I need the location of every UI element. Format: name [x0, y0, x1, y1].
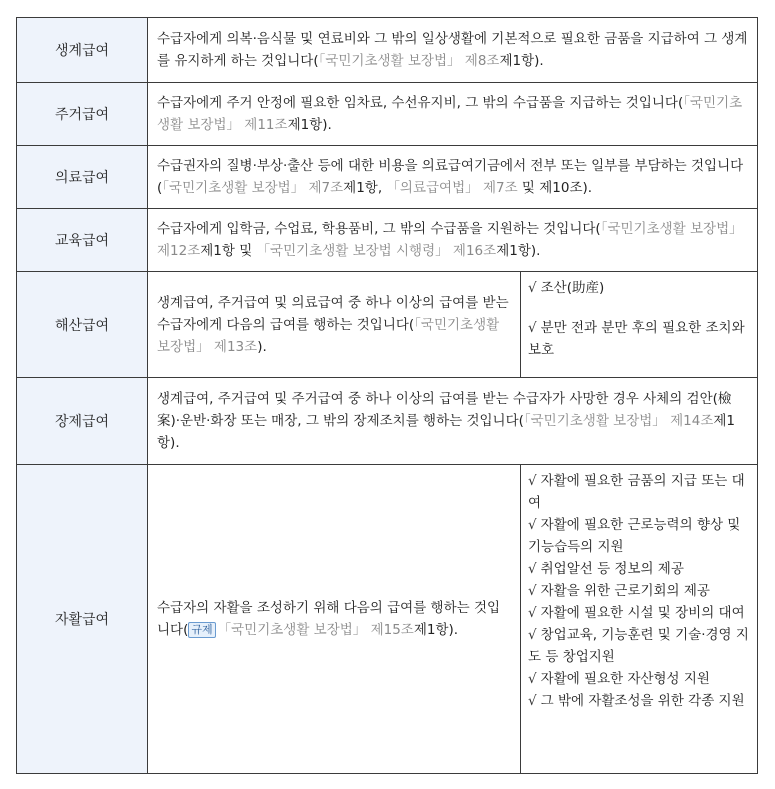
table-row [17, 83, 758, 146]
list-item: √ 취업알선 등 정보의 제공 [528, 561, 684, 577]
table-row [17, 465, 758, 774]
law-link[interactable]: 「국민기초생활 보장법」 [217, 622, 367, 638]
law-link[interactable]: 「국민기초생활 보장법」 [600, 221, 743, 237]
law-link[interactable]: 「국민기초생활 보장법」 [523, 413, 666, 429]
table-row [17, 146, 758, 209]
list-item: √ 자활에 필요한 근로능력의 향상 및 기능습득의 지원 [528, 517, 741, 555]
list-item: √ 자활에 필요한 자산형성 지원 [528, 671, 710, 687]
benefit-description: 수급권자의 질병·부상·출산 등에 대한 비용을 의료급여기금에서 전부 또는 일부를 부담하는 것입니다(「국민기초생활 보장법」 제7조제1항, 「의료급여법」 제7조 및 제10조). [148, 146, 758, 209]
table-row [17, 378, 758, 465]
benefit-description: 생계급여, 주거급여 및 주거급여 중 하나 이상의 급여를 받는 수급자가 사망한 경우 사체의 검안(檢案)·운반·화장 또는 매장, 그 밖의 장제조치를 행하는 것입니다(「국민기초생활 보장법」 제14조제1항). [148, 378, 758, 465]
table-row [17, 18, 758, 83]
law-link[interactable]: 「의료급여법」 [386, 180, 479, 196]
list-item: √ 자활에 필요한 금품의 지급 또는 대여 [528, 473, 745, 511]
benefit-description: 수급자의 자활을 조성하기 위해 다음의 급여를 행하는 것입니다( 규제 「국민기초생활 보장법」 제15조제1항). [148, 465, 521, 774]
benefit-items [521, 272, 758, 378]
law-link[interactable]: 「국민기초생활 보장법」 [318, 53, 461, 69]
benefit-label: 장제급여 [17, 378, 148, 465]
list-item: √ 창업교육, 기능훈련 및 기술·경영 지도 등 창업지원 [528, 627, 749, 665]
table-row [17, 209, 758, 272]
benefit-label: 해산급여 [17, 272, 148, 378]
list-item: √ 그 밖에 자활조성을 위한 각종 지원 [528, 693, 745, 709]
benefit-description: 생계급여, 주거급여 및 의료급여 중 하나 이상의 급여를 받는 수급자에게 다음의 급여를 행하는 것입니다(「국민기초생활 보장법」 제13조). [148, 272, 521, 378]
benefit-label: 생계급여 [17, 18, 148, 83]
benefits-table [16, 17, 758, 774]
list-item: √ 자활에 필요한 시설 및 장비의 대여 [528, 605, 745, 621]
list-item: √ 분만 전과 분만 후의 필요한 조치와 보호 [528, 320, 745, 358]
law-link[interactable]: 「국민기초생활 보장법」 [157, 316, 500, 355]
law-link[interactable]: 「국민기초생활 보장법」 [162, 180, 305, 196]
list-item: √ 조산(助産) [528, 280, 605, 296]
benefit-label: 자활급여 [17, 465, 148, 774]
benefit-description: 수급자에게 의복·음식물 및 연료비와 그 밖의 일상생활에 기본적으로 필요한 금품을 지급하여 그 생계를 유지하게 하는 것입니다(「국민기초생활 보장법」 제8조제1항). [148, 18, 758, 83]
benefit-items [521, 465, 758, 774]
benefit-label: 교육급여 [17, 209, 148, 272]
regulation-badge[interactable]: 규제 [188, 622, 215, 638]
benefit-label: 의료급여 [17, 146, 148, 209]
law-link[interactable]: 「국민기초생활 보장법 시행령」 [256, 243, 449, 259]
law-link[interactable]: 「국민기초생활 보장법」 [157, 95, 743, 133]
benefit-description: 수급자에게 주거 안정에 필요한 임차료, 수선유지비, 그 밖의 수급품을 지급하는 것입니다(「국민기초생활 보장법」 제11조제1항). [148, 83, 758, 146]
benefit-description: 수급자에게 입학금, 수업료, 학용품비, 그 밖의 수급품을 지원하는 것입니다(「국민기초생활 보장법」 제12조제1항 및 「국민기초생활 보장법 시행령」 제16조제1항). [148, 209, 758, 272]
list-item: √ 자활을 위한 근로기회의 제공 [528, 583, 710, 599]
benefit-label: 주거급여 [17, 83, 148, 146]
table-row [17, 272, 758, 378]
